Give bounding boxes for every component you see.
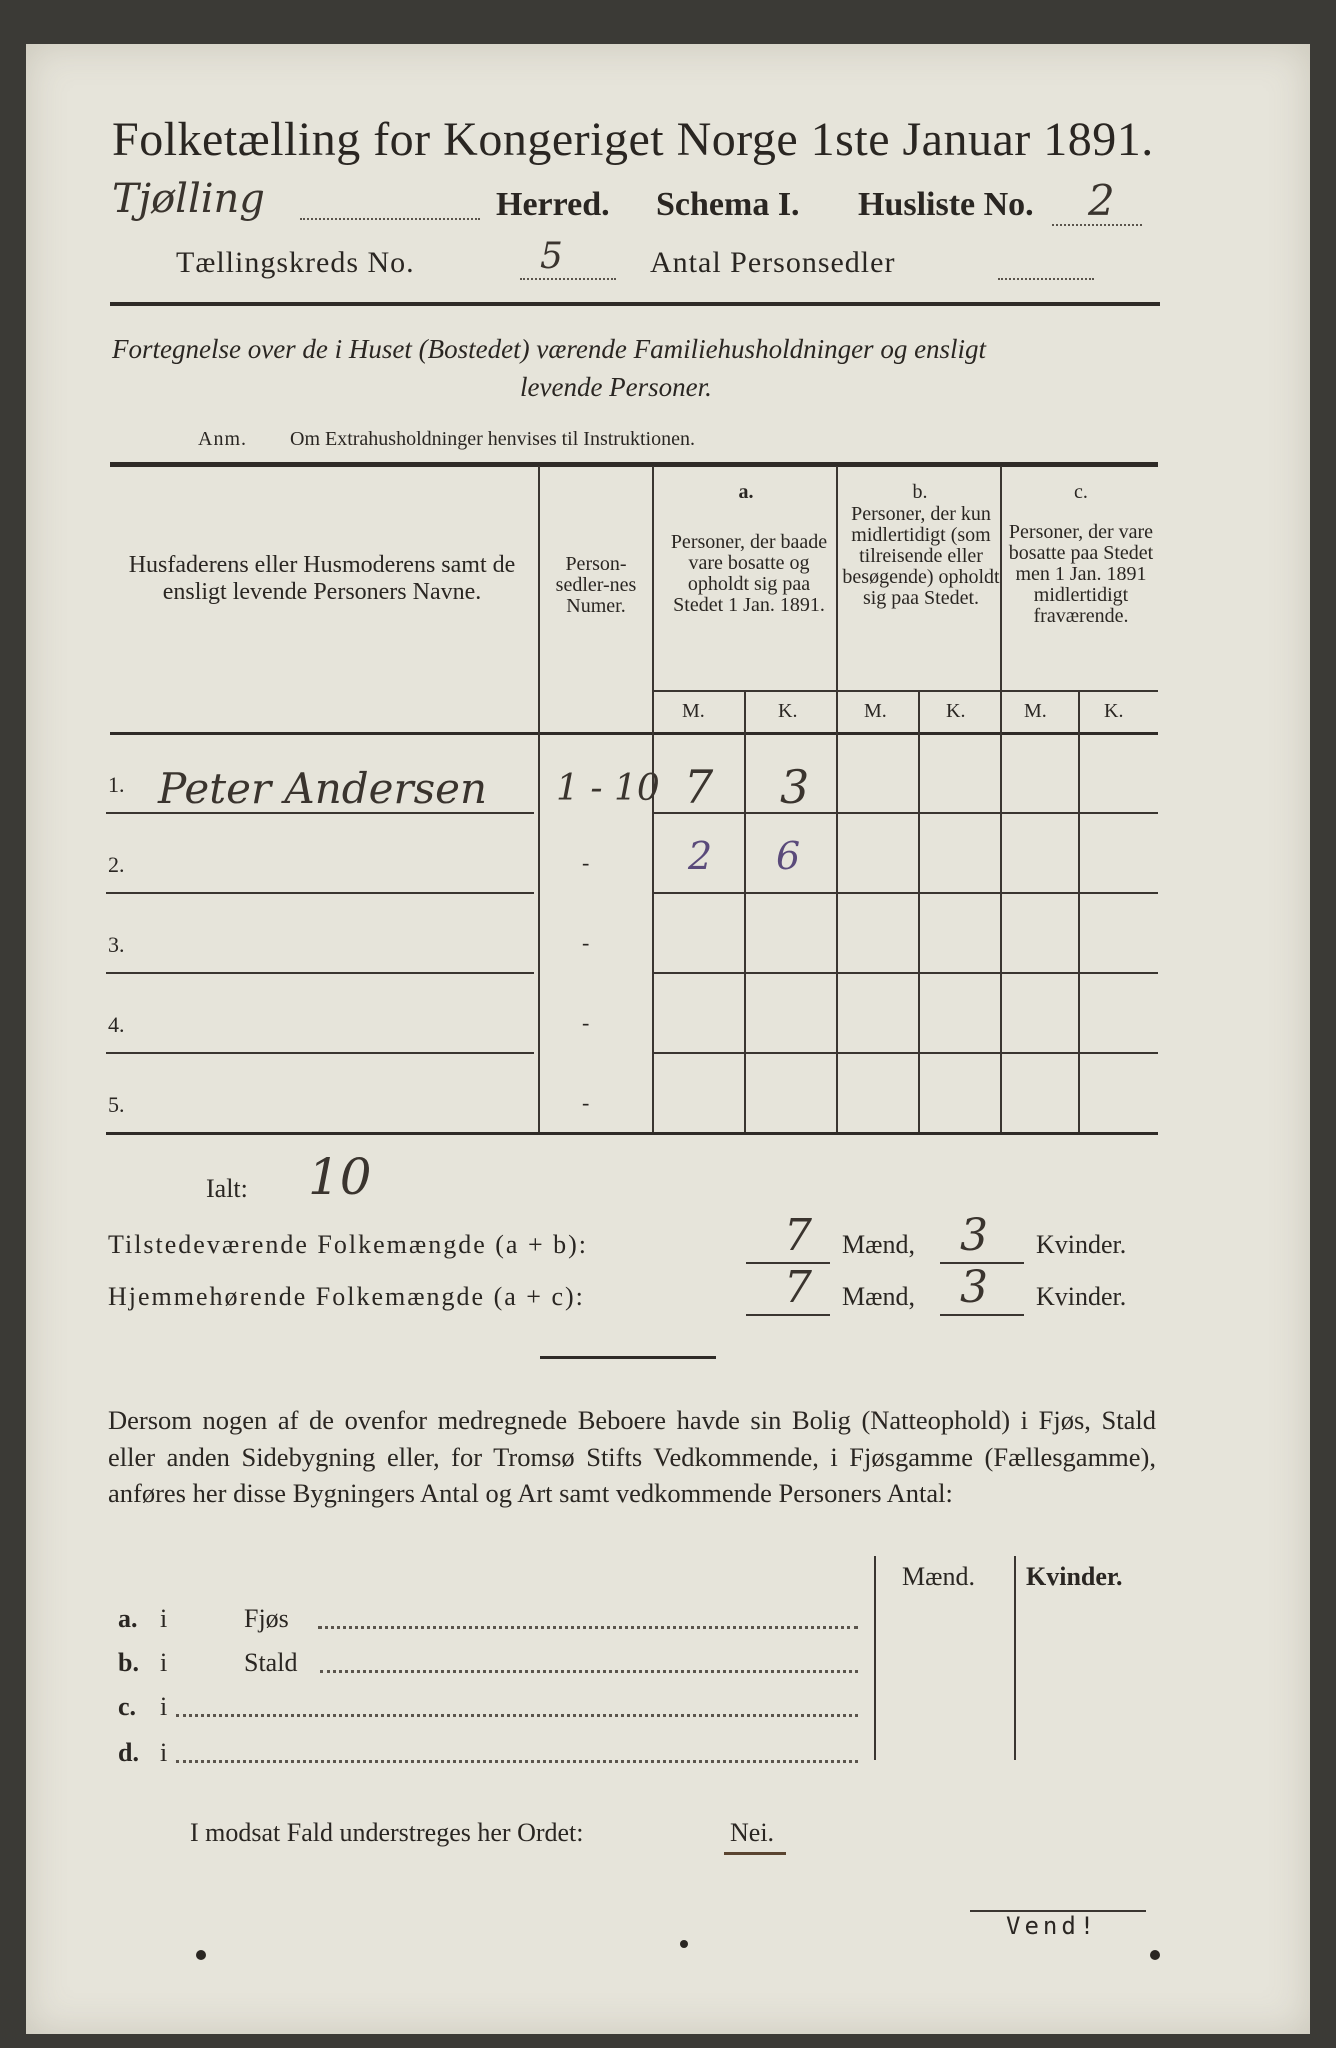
building-row-label: Stald: [244, 1648, 298, 1677]
col-header-c: Personer, der vare bosatte paa Stedet men 1 Jan. 1891 midlertidigt fraværende.: [1008, 521, 1154, 627]
section-divider: [540, 1356, 716, 1359]
col-a-k: K.: [778, 700, 798, 722]
anm-text: Om Extrahusholdninger henvises til Instruktionen.: [290, 428, 695, 450]
building-row-letter: d.: [118, 1738, 139, 1767]
col-header-a-letter: a.: [738, 481, 754, 503]
vend-text: Vend!: [1006, 1912, 1099, 1940]
row-line-2-cols: [652, 892, 1158, 894]
col-c-m: M.: [1024, 700, 1047, 722]
herred-value: Tjølling: [112, 176, 265, 222]
col-header-numer: Person-sedler-nes Numer.: [555, 553, 637, 617]
tilstede-maend-value: 7: [784, 1210, 812, 1261]
building-row-i: i: [160, 1648, 168, 1677]
herred-label: Herred.: [496, 186, 610, 223]
row-1-a-m: 7: [684, 760, 714, 814]
modsat-fald-text: I modsat Fald understreges her Ordet:: [190, 1818, 584, 1847]
table-bottom-rule: [106, 1132, 1158, 1135]
row-line-4: [106, 1052, 534, 1054]
kreds-label: Tællingskreds No.: [176, 246, 415, 279]
punch-hole-mark: [1150, 1950, 1160, 1960]
col-header-c-letter: c.: [1074, 481, 1088, 503]
antal-label: Antal Personsedler: [650, 246, 896, 279]
tilstede-label: Tilstedeværende Folkemængde (a + b):: [108, 1230, 588, 1259]
building-row-i: i: [160, 1604, 168, 1633]
col-divider-a: [836, 466, 838, 1132]
row-number: 3.: [108, 932, 125, 957]
tilstede-kvinder-value: 3: [960, 1210, 988, 1261]
col-divider-b-mk: [918, 690, 920, 1132]
row-line-1-cols: [652, 812, 1158, 814]
hjemme-kvinder-value: 3: [960, 1262, 988, 1313]
ialt-value: 10: [308, 1148, 372, 1206]
punch-hole-mark: [680, 1940, 688, 1948]
row-1-a-k: 3: [780, 760, 810, 814]
buildings-divider-2: [1014, 1556, 1016, 1760]
col-c-k: K.: [1104, 700, 1124, 722]
row-number: 1.: [108, 772, 125, 797]
tilstede-kvinder-label: Kvinder.: [1036, 1230, 1127, 1259]
row-3-numer: -: [582, 930, 590, 955]
kreds-dotted-line: [520, 276, 616, 280]
punch-hole-mark: [196, 1950, 206, 1960]
row-line-3-cols: [652, 972, 1158, 974]
building-row-dots: [176, 1760, 858, 1763]
col-divider-names: [538, 466, 540, 1132]
husliste-label: Husliste No.: [858, 186, 1034, 223]
col-divider-c-mk: [1078, 690, 1080, 1132]
col-header-b-letter: b.: [912, 481, 928, 503]
building-row-i: i: [160, 1738, 168, 1767]
hjemme-kvinder-label: Kvinder.: [1036, 1282, 1127, 1311]
building-row-i: i: [160, 1692, 168, 1721]
row-number: 2.: [108, 852, 125, 877]
mk-rule: [652, 690, 1158, 692]
building-row-letter: c.: [118, 1692, 137, 1721]
row-line-4-cols: [652, 1052, 1158, 1054]
building-row-label: Fjøs: [244, 1604, 289, 1633]
building-row-letter: b.: [118, 1648, 139, 1677]
hjemme-maend-value: 7: [784, 1262, 812, 1313]
row-2-numer: -: [582, 850, 590, 875]
row-1-numer: 1 - 10: [556, 768, 660, 809]
row-number: 4.: [108, 1012, 125, 1037]
building-row-dots: [320, 1670, 858, 1673]
antal-dotted-line: [998, 276, 1094, 280]
col-header-names: Husfaderens eller Husmoderens samt de ensligt levende Personers Navne.: [128, 552, 516, 605]
husliste-dotted-line: [1052, 222, 1142, 226]
hjemme-kvinder-line: [940, 1314, 1024, 1316]
kreds-value: 5: [540, 236, 563, 277]
herred-dotted-line: [300, 216, 480, 220]
buildings-maend-header: Mænd.: [902, 1562, 975, 1591]
schema-label: Schema I.: [656, 186, 800, 223]
row-line-2: [106, 892, 534, 894]
intro-line-2: levende Personer.: [520, 372, 712, 402]
row-2-a-k: 6: [776, 834, 801, 878]
col-b-k: K.: [946, 700, 966, 722]
intro-line-1: Fortegnelse over de i Huset (Bostedet) værende Familiehusholdninger og ensligt: [112, 334, 987, 364]
col-b-m: M.: [864, 700, 887, 722]
building-row-letter: a.: [118, 1604, 138, 1633]
row-1-name: Peter Andersen: [158, 764, 488, 813]
col-divider-a-mk: [744, 690, 746, 1132]
buildings-kvinder-header: Kvinder.: [1026, 1562, 1123, 1591]
header-rule: [110, 302, 1160, 306]
row-5-numer: -: [582, 1090, 590, 1115]
row-2-a-m: 2: [688, 834, 713, 878]
hjemme-maend-line: [746, 1314, 830, 1316]
row-4-numer: -: [582, 1010, 590, 1035]
hjemme-maend-label: Mænd,: [842, 1282, 915, 1311]
anm-label: Anm.: [198, 428, 247, 450]
ialt-label: Ialt:: [206, 1174, 248, 1203]
instructions-paragraph: Dersom nogen af de ovenfor medregnede Beboere havde sin Bolig (Natteophold) i Fjøs, Stald eller anden Sidebygning eller, for Tromsø Stifts Vedkommende, i Fjøsgamme (Fællesgamme), anføres her disse Bygningers Antal og Art samt vedkommende Personers Antal:: [108, 1405, 1156, 1508]
col-header-b: Personer, der kun midlertidigt (som tilreisende eller besøgende) opholdt sig paa Stedet.: [842, 503, 1000, 609]
col-a-m: M.: [682, 700, 705, 722]
col-divider-b: [1000, 466, 1002, 1132]
row-number: 5.: [108, 1092, 125, 1117]
buildings-divider-1: [874, 1556, 876, 1760]
building-row-dots: [318, 1626, 858, 1629]
nei-word: Nei.: [730, 1818, 775, 1847]
page-title: Folketælling for Kongeriget Norge 1ste Januar 1891.: [112, 113, 1154, 166]
husliste-value: 2: [1088, 176, 1115, 225]
row-line-3: [106, 972, 534, 974]
tilstede-maend-label: Mænd,: [842, 1230, 915, 1259]
nei-underline: [724, 1852, 786, 1855]
building-row-dots: [176, 1714, 858, 1717]
col-header-a: Personer, der baade vare bosatte og opholdt sig paa Stedet 1 Jan. 1891.: [670, 531, 828, 616]
hjemme-label: Hjemmehørende Folkemængde (a + c):: [108, 1282, 585, 1311]
